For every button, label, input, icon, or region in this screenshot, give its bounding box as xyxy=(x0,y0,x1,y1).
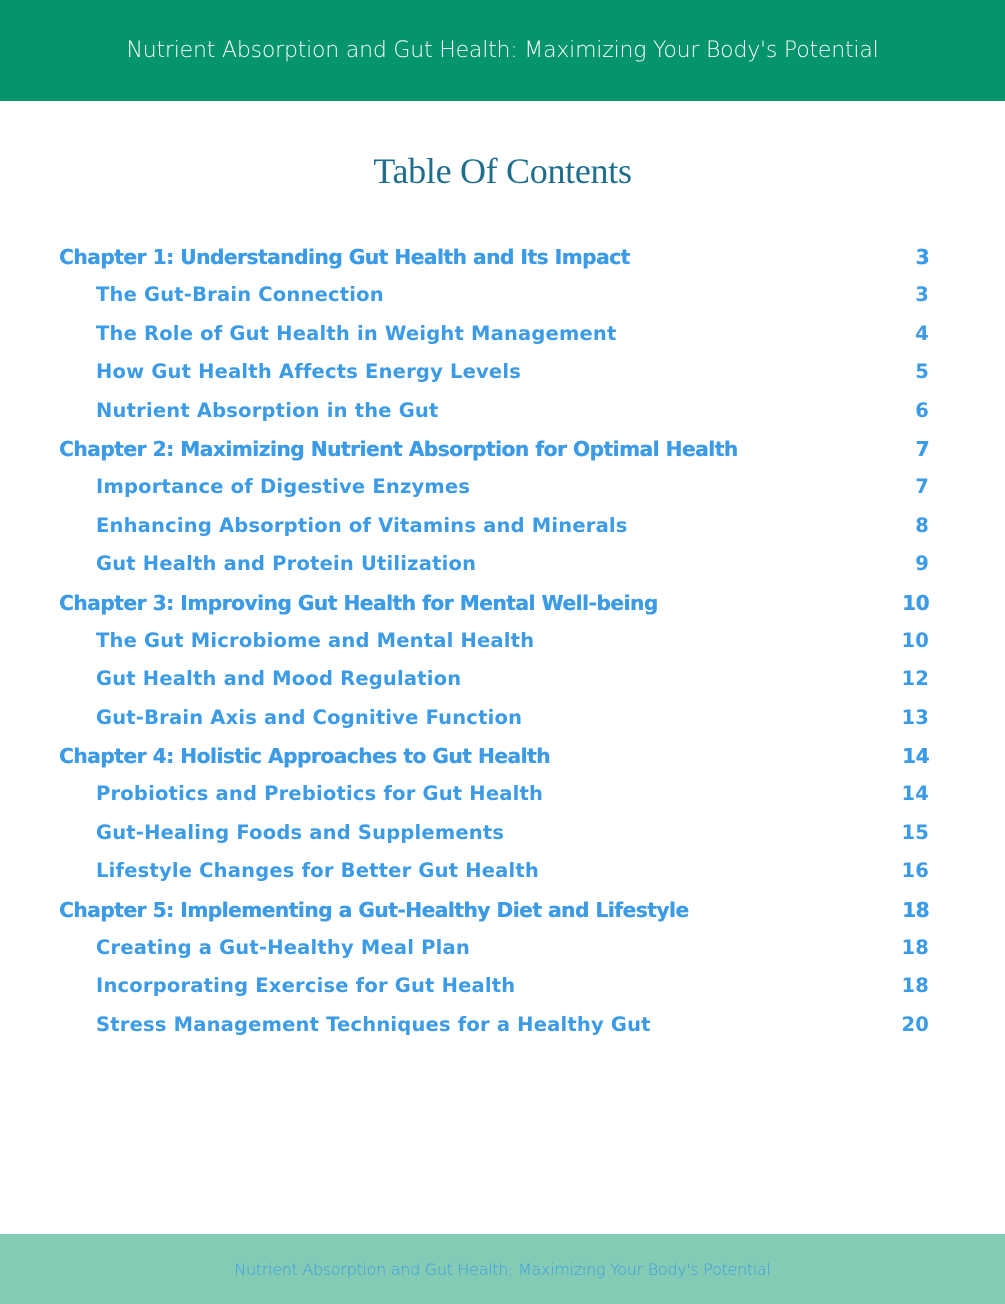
toc-entry-label: Stress Management Techniques for a Healthy Gut xyxy=(96,1012,651,1036)
toc-entry-label: The Role of Gut Health in Weight Management xyxy=(96,321,617,345)
toc-entry-label: Enhancing Absorption of Vitamins and Minerals xyxy=(96,513,628,537)
toc-entry-label: Chapter 3: Improving Gut Health for Mental Well-being xyxy=(59,590,658,615)
toc-entry-page: 7 xyxy=(915,475,929,498)
toc-entry-label: Chapter 1: Understanding Gut Health and Its Impact xyxy=(59,245,630,269)
toc-entry-label: Lifestyle Changes for Better Gut Health xyxy=(96,859,540,882)
toc-entry-label: Probiotics and Prebiotics for Gut Health xyxy=(96,782,544,805)
toc-chapter-4[interactable] xyxy=(59,737,929,775)
toc-heading: Table Of Contents xyxy=(373,151,632,191)
toc-entry-page: 9 xyxy=(915,552,929,575)
toc-entry-label: Gut-Healing Foods and Supplements xyxy=(96,820,505,844)
toc-entry-label: How Gut Health Affects Energy Levels xyxy=(96,360,522,383)
toc-entry-page: 4 xyxy=(915,321,929,345)
toc-entry-page: 14 xyxy=(901,744,929,768)
toc-section[interactable] xyxy=(59,353,929,392)
toc-entry-label: Gut Health and Protein Utilization xyxy=(96,552,477,575)
header-title: Nutrient Absorption and Gut Health: Maximizing Your Body's Potential xyxy=(126,38,879,63)
toc-entry-page: 7 xyxy=(915,437,929,461)
toc-section[interactable] xyxy=(59,392,929,431)
toc-entry-page: 8 xyxy=(915,513,929,537)
toc-chapter-2[interactable] xyxy=(59,430,929,468)
toc-entry-label: Chapter 5: Implementing a Gut-Healthy Diet and Lifestyle xyxy=(59,897,689,922)
toc-section[interactable] xyxy=(59,545,929,584)
toc-section[interactable] xyxy=(59,468,929,507)
toc-entry-page: 3 xyxy=(915,245,929,269)
toc-section[interactable] xyxy=(59,852,929,891)
toc-section[interactable] xyxy=(59,1006,929,1045)
footer-band xyxy=(0,1234,1005,1304)
toc-entry-page: 5 xyxy=(915,360,929,383)
toc-entry-label: The Gut Microbiome and Mental Health xyxy=(96,628,535,652)
toc-entry-page: 15 xyxy=(901,820,929,844)
toc-entry-page: 10 xyxy=(901,590,929,615)
toc-entry-page: 12 xyxy=(901,667,929,690)
toc-entry-label: The Gut-Brain Connection xyxy=(96,283,384,306)
toc-entry-label: Creating a Gut-Healthy Meal Plan xyxy=(96,935,470,959)
header-band xyxy=(0,0,1005,101)
toc-chapter-5[interactable] xyxy=(59,891,929,929)
toc-entry-label: Importance of Digestive Enzymes xyxy=(96,475,471,498)
toc-entry-page: 16 xyxy=(901,859,929,882)
toc-entry-page: 18 xyxy=(901,935,929,959)
toc-entry-label: Gut-Brain Axis and Cognitive Function xyxy=(96,705,523,729)
table-of-contents xyxy=(59,238,929,1044)
toc-chapter-3[interactable] xyxy=(59,584,929,622)
toc-section[interactable] xyxy=(59,315,929,354)
toc-entry-label: Chapter 2: Maximizing Nutrient Absorption for Optimal Health xyxy=(59,437,738,461)
toc-entry-page: 6 xyxy=(915,398,929,422)
toc-entry-label: Chapter 4: Holistic Approaches to Gut Health xyxy=(59,744,550,768)
toc-entry-page: 3 xyxy=(915,283,929,306)
toc-section[interactable] xyxy=(59,622,929,661)
toc-section[interactable] xyxy=(59,967,929,1006)
toc-chapter-1[interactable] xyxy=(59,238,929,276)
toc-entry-page: 20 xyxy=(901,1012,929,1036)
toc-entry-page: 18 xyxy=(901,897,929,922)
toc-section[interactable] xyxy=(59,775,929,814)
toc-section[interactable] xyxy=(59,276,929,315)
toc-section[interactable] xyxy=(59,507,929,546)
toc-section[interactable] xyxy=(59,814,929,853)
toc-section[interactable] xyxy=(59,660,929,699)
toc-entry-page: 10 xyxy=(901,628,929,652)
toc-entry-label: Gut Health and Mood Regulation xyxy=(96,667,462,690)
toc-entry-page: 14 xyxy=(901,782,929,805)
toc-entry-label: Incorporating Exercise for Gut Health xyxy=(96,974,516,997)
toc-section[interactable] xyxy=(59,699,929,738)
toc-entry-page: 18 xyxy=(901,974,929,997)
footer-title: Nutrient Absorption and Gut Health: Maximizing Your Body's Potential xyxy=(234,1259,771,1279)
toc-section[interactable] xyxy=(59,929,929,968)
toc-entry-page: 13 xyxy=(901,705,929,729)
toc-entry-label: Nutrient Absorption in the Gut xyxy=(96,398,439,422)
